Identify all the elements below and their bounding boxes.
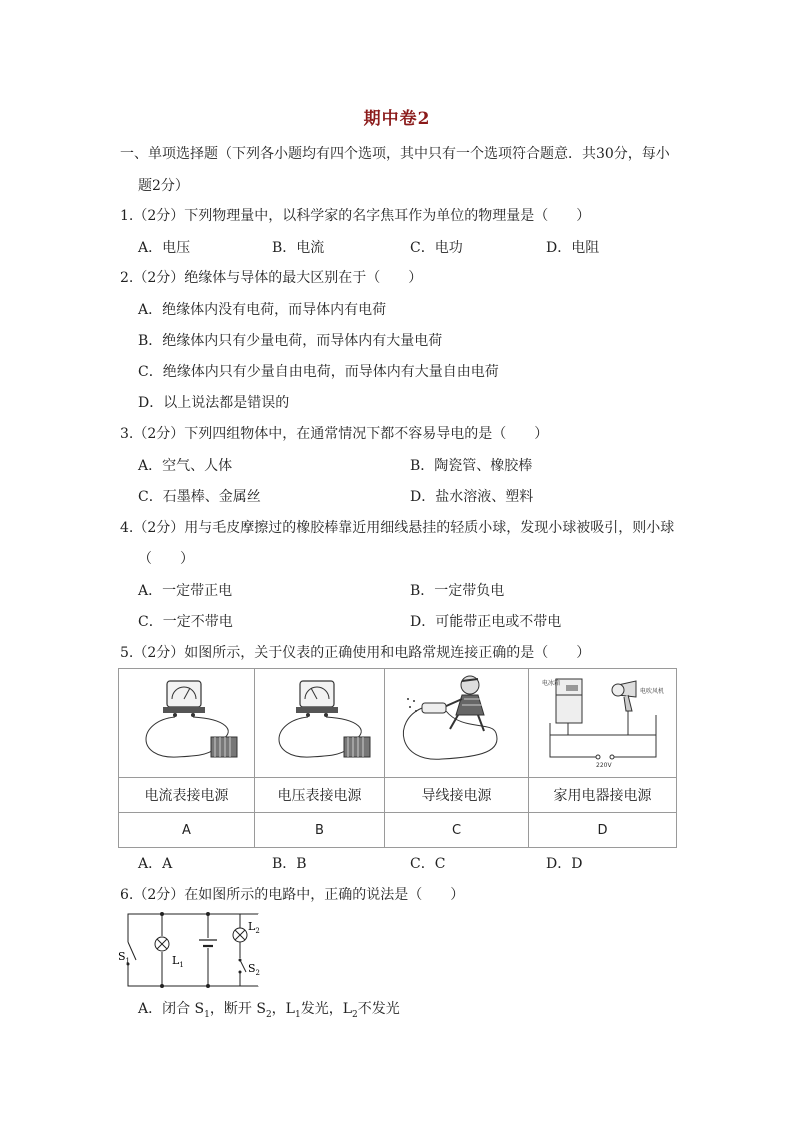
q3-stem: 3.（2分）下列四组物体中，在通常情况下都不容易导电的是（ ） (120, 426, 549, 442)
q1-stem: 1.（2分）下列物理量中，以科学家的名字焦耳作为单位的物理量是（ ） (120, 208, 591, 224)
q5-option-d: D．D (546, 856, 583, 872)
q2-option-c: C．绝缘体内只有少量自由电荷，而导体内有大量自由电荷 (138, 364, 499, 380)
q5-option-c: C．C (410, 856, 446, 872)
q1-option-d: D．电阻 (546, 240, 600, 256)
figure-b-voltmeter (255, 669, 385, 778)
q4-stem: 4.（2分）用与毛皮摩擦过的橡胶棒靠近用细线悬挂的轻质小球，发现小球被吸引，则小球 (120, 520, 675, 536)
q2-stem: 2.（2分）绝缘体与导体的最大区别在于（ ） (120, 270, 423, 286)
q1-option-b: B．电流 (272, 240, 325, 256)
caption-c: 导线接电源 (385, 778, 529, 813)
section-heading: 一、单项选择题（下列各小题均有四个选项，其中只有一个选项符合题意．共30分，每小 (120, 146, 670, 162)
q2-option-b: B．绝缘体内只有少量电荷，而导体内有大量电荷 (138, 333, 443, 349)
figure-d-appliances (529, 669, 677, 778)
q3-option-a: A．空气、人体 (138, 458, 233, 474)
s1-label: $S_1$ (118, 950, 131, 965)
q4-option-d: D．可能带正电或不带电 (410, 614, 562, 630)
voltage-label: 220V (595, 762, 612, 769)
q4-option-b: B．一定带负电 (410, 583, 505, 599)
ammeter-battery-illustration (127, 671, 247, 771)
q5-stem: 5.（2分）如图所示，关于仪表的正确使用和电路常规连接正确的是（ ） (120, 645, 591, 661)
q1-option-a: A．电压 (138, 240, 191, 256)
wire-battery-illustration (392, 671, 522, 771)
figure-a-ammeter (119, 669, 255, 778)
q6-stem: 6.（2分）在如图所示的电路中，正确的说法是（ ） (120, 887, 465, 903)
appliances-circuit-illustration (536, 671, 670, 771)
q3-option-c: C．石墨棒、金属丝 (138, 489, 261, 505)
caption-d: 家用电器接电源 (529, 778, 677, 813)
q4-stem-cont: （ ） (138, 551, 194, 567)
q2-option-a: A．绝缘体内没有电荷，而导体内有电荷 (138, 302, 387, 318)
q4-option-a: A．一定带正电 (138, 583, 233, 599)
q6-option-a: A．闭合 $S_1$，断开 $S_2$，$L_1$发光，$L_2$不发光 (138, 1001, 400, 1020)
fridge-label: 电冰箱 (541, 680, 560, 687)
voltmeter-battery-illustration (260, 671, 380, 771)
letter-a: A (119, 813, 255, 848)
q3-option-d: D．盐水溶液、塑料 (410, 489, 534, 505)
caption-a: 电流表接电源 (119, 778, 255, 813)
letter-c: C (385, 813, 529, 848)
caption-b: 电压表接电源 (255, 778, 385, 813)
q5-option-a: A．A (138, 856, 173, 872)
letter-d: D (529, 813, 677, 848)
l2-label: $L_2$ (248, 920, 260, 935)
dryer-label: 电吹风机 (639, 688, 664, 695)
q5-figure-table (118, 668, 677, 848)
l1-label: $L_1$ (172, 954, 184, 969)
letter-b: B (255, 813, 385, 848)
q1-option-c: C．电功 (410, 240, 463, 256)
q2-option-d: D．以上说法都是错误的 (138, 395, 290, 411)
s2-label: $S_2$ (248, 962, 261, 977)
q4-option-c: C．一定不带电 (138, 614, 233, 630)
page-title: 期中卷2 (363, 109, 431, 129)
q3-option-b: B．陶瓷管、橡胶棒 (410, 458, 533, 474)
section-heading-cont: 题2分） (138, 178, 189, 194)
figure-c-wire-battery (385, 669, 529, 778)
q5-option-b: B．B (272, 856, 307, 872)
q6-circuit-diagram (118, 908, 278, 992)
